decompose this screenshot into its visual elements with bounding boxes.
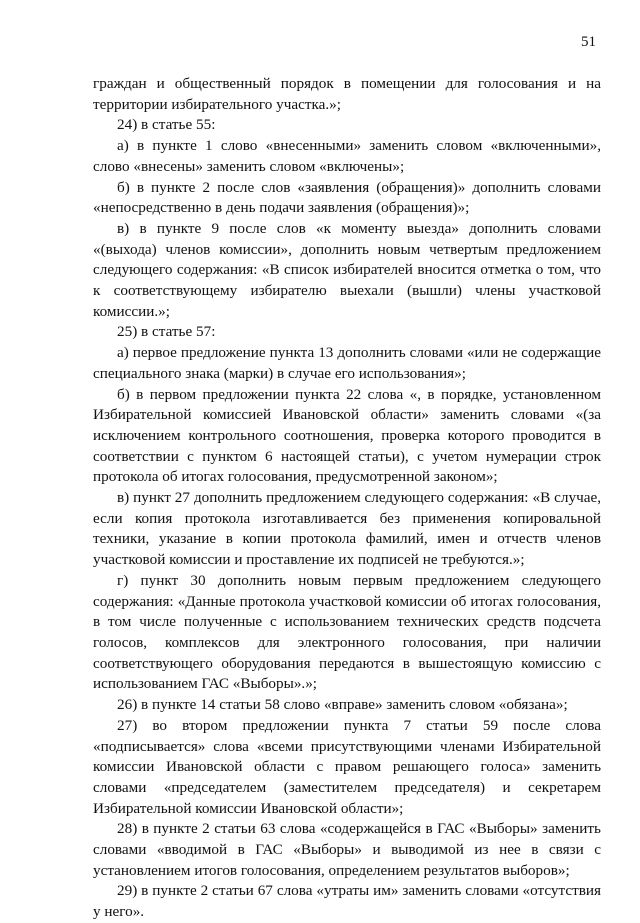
paragraph: в) в пункте 9 после слов «к моменту выезда» дополнить словами «(выхода) членов комиссии», дополнить новым четвертым предложением следующего содержания: «В список избирателей вносится отметка о том, что к соответствующему избирателю выехали (вышли) члены участковой комиссии.»; xyxy=(93,219,601,320)
paragraph: 29) в пункте 2 статьи 67 слова «утраты им» заменить словами «отсутствия у него». xyxy=(93,882,601,921)
paragraph: 26) в пункте 14 статьи 58 слово «вправе» заменить словом «обязана»; xyxy=(117,696,568,714)
paragraph: 25) в статье 57: xyxy=(117,323,216,341)
paragraph: 24) в статье 55: xyxy=(117,116,216,134)
paragraph: в) пункт 27 дополнить предложением следующего содержания: «В случае, если копия протокола изготавливается без применения копировальной техники, указание в копии протокола фамилий, имен и отчеств членов участковой комиссии и проставление их подписей не требуются.»; xyxy=(93,489,601,569)
paragraph: г) пункт 30 дополнить новым первым предложением следующего содержания: «Данные протокола участковой комиссии об итогах голосования, в том числе полученные с использованием технических средств подсчета голосов, комплексов для электронного голосования, при наличии соответствующего оборудования передаются в вышестоящую комиссию с использованием ГАС «Выборы».»; xyxy=(93,571,601,693)
paragraph: а) первое предложение пункта 13 дополнить словами «или не содержащие специального знака (марки) в случае его использования»; xyxy=(93,344,601,382)
document-body xyxy=(93,74,601,923)
paragraph: б) в пункте 2 после слов «заявления (обращения)» дополнить словами «непосредственно в день подачи заявления (обращения)»; xyxy=(93,178,601,217)
page-number: 51 xyxy=(581,34,596,50)
paragraph: а) в пункте 1 слово «внесенными» заменить словом «включенными», слово «внесены» заменить словом «включены»; xyxy=(93,137,601,175)
paragraph: граждан и общественный порядок в помещении для голосования и на территории избирательного участка.»; xyxy=(93,75,601,113)
paragraph: б) в первом предложении пункта 22 слова «, в порядке, установленном Избирательной комиссией Ивановской области» заменить словами «(за исключением контрольного соотношения, проверка которого проводится в соответствии с пунктом 6 настоящей статьи), с учетом нумерации строк протокола об итогах голосования, предусмотренной законом»; xyxy=(93,385,601,486)
paragraph: 28) в пункте 2 статьи 63 слова «содержащейся в ГАС «Выборы» заменить словами «вводимой в ГАС «Выборы» и выводимой из нее в связи с установлением итогов голосования, определением результатов выборов»; xyxy=(93,820,601,879)
paragraph: 27) во втором предложении пункта 7 статьи 59 после слова «подписывается» слова «всеми присутствующими членами Избирательной комиссии Ивановской области с правом решающего голоса» заменить словами «председателем (заместителем председателя) и секретарем Избирательной комиссии Ивановской области»; xyxy=(93,716,601,817)
